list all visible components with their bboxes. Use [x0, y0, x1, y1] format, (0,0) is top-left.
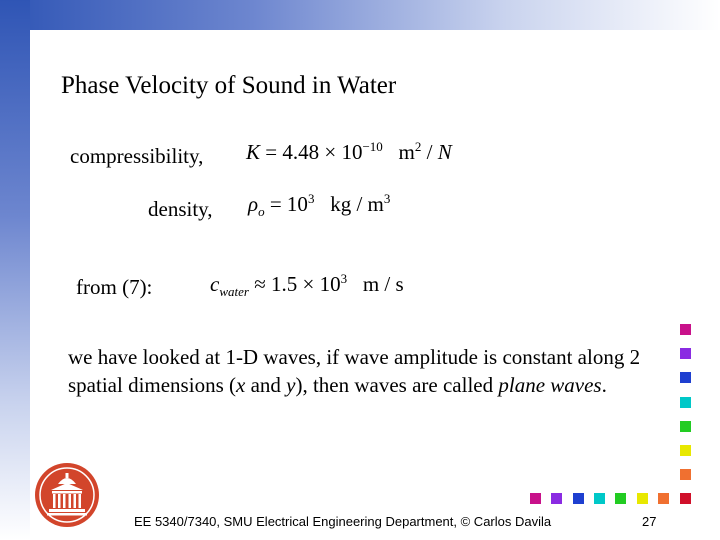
from-7-label: from (7): [76, 275, 153, 299]
decor-square [573, 493, 584, 504]
density-unit-exponent: 3 [383, 191, 391, 206]
plane-waves-term: plane waves [498, 373, 602, 397]
decor-square [680, 445, 691, 456]
speed-exponent: 3 [340, 271, 348, 286]
footer-text: EE 5340/7340, SMU Electrical Engineering Department, © Carlos Davila [134, 514, 552, 529]
decor-square [680, 397, 691, 408]
decor-square [680, 372, 691, 383]
page-number: 27 [642, 514, 657, 529]
decor-square [680, 421, 691, 432]
speed-subscript: water [219, 284, 249, 300]
compressibility-unit-tail: / [421, 140, 438, 164]
compressibility-equation [246, 140, 452, 165]
compressibility-unit-exponent: 2 [414, 139, 422, 154]
decor-square [551, 493, 562, 504]
plane-waves-paragraph: we have looked at 1-D waves, if wave amplitude is constant along 2 spatial dimensions (x and y), then waves are called plane waves. [68, 345, 641, 397]
compressibility-label: compressibility, [70, 144, 204, 168]
compressibility-unit-var: N [437, 140, 452, 164]
decor-square [594, 493, 605, 504]
decor-square [680, 324, 691, 335]
decor-square [530, 493, 541, 504]
decor-square [615, 493, 626, 504]
smu-logo [34, 462, 100, 528]
density-exponent: 3 [307, 191, 315, 206]
top-gradient-bar [0, 0, 720, 30]
decor-square [658, 493, 669, 504]
compressibility-value: = 4.48 × 10 [265, 140, 363, 164]
decor-square [680, 493, 691, 504]
compressibility-exponent: −10 [362, 139, 383, 154]
decor-square [637, 493, 648, 504]
speed-symbol: c [210, 272, 220, 296]
speed-equation [210, 271, 404, 300]
density-subscript: o [258, 204, 265, 220]
density-label: density, [148, 197, 213, 221]
left-gradient-bar [0, 0, 30, 540]
density-equation [248, 191, 391, 220]
density-value: = 10 [269, 192, 308, 216]
density-symbol: ρ [248, 192, 259, 216]
decor-square [680, 469, 691, 480]
speed-value: ≈ 1.5 × 10 [254, 272, 341, 296]
speed-unit: m / s [362, 272, 404, 296]
slide-title: Phase Velocity of Sound in Water [61, 72, 397, 99]
decor-square [680, 348, 691, 359]
compressibility-symbol: K [246, 140, 261, 164]
density-unit: kg / m [330, 192, 384, 216]
compressibility-unit: m [398, 140, 415, 164]
